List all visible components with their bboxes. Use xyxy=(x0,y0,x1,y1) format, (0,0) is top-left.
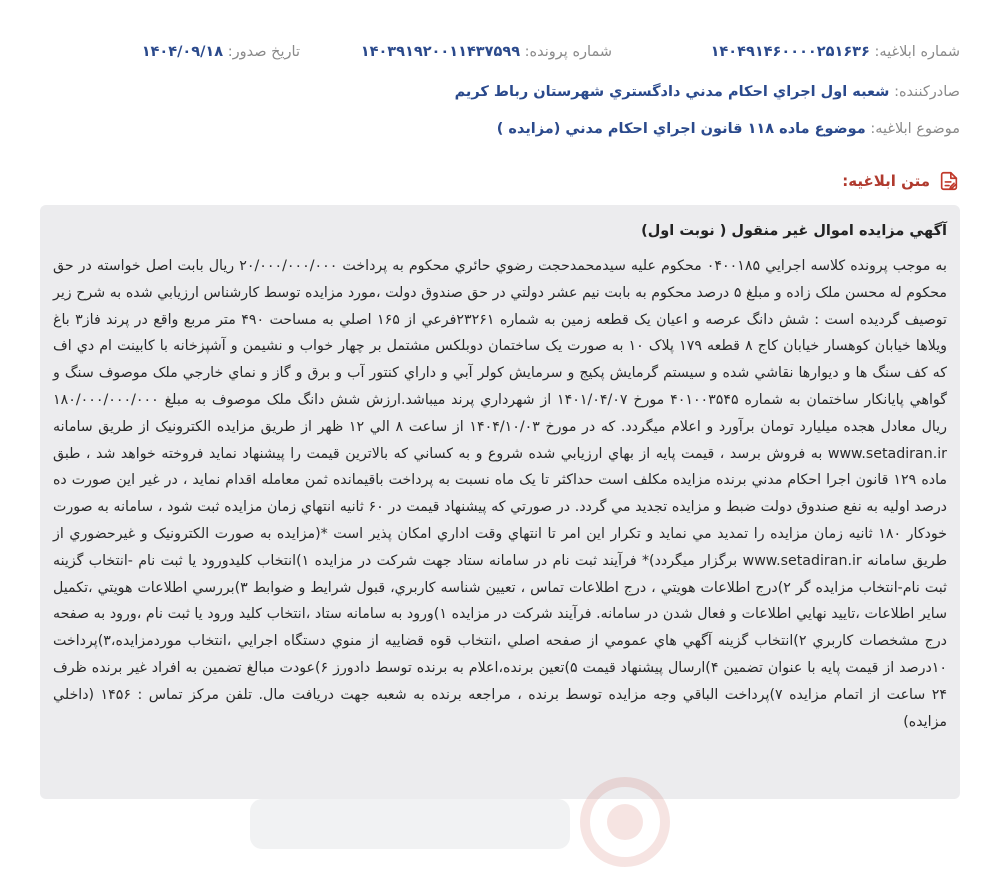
issue-date-value: ۱۴۰۴/۰۹/۱۸ xyxy=(141,44,224,60)
content-title: آگهي مزايده اموال غير منقول ( نوبت اول) xyxy=(641,223,947,239)
meta-row xyxy=(40,44,960,68)
subject-value: موضوع ماده ۱۱۸ قانون اجراي احکام مدني (مزايده ) xyxy=(496,121,866,137)
document-edit-icon xyxy=(938,170,960,192)
issuer-line xyxy=(455,84,960,100)
issuer-label: صادرکننده: xyxy=(894,84,960,100)
issuer-value: شعبه اول اجراي احکام مدني دادگستري شهرستان رباط کريم xyxy=(454,84,890,100)
notice-number-label: شماره ابلاغيه: xyxy=(874,44,960,60)
issue-date-label: تاريخ صدور: xyxy=(227,44,300,60)
subject-label: موضوع ابلاغيه: xyxy=(870,121,960,137)
notice-text-heading xyxy=(842,170,960,192)
case-number-label: شماره پرونده: xyxy=(524,44,612,60)
case-number-value: ۱۴۰۳۹۱۹۲۰۰۱۱۴۳۷۵۹۹ xyxy=(360,44,521,60)
issue-date xyxy=(142,44,300,60)
notice-number xyxy=(711,44,960,60)
notice-text-heading-label: متن ابلاغيه: xyxy=(842,172,930,190)
notice-content-box xyxy=(40,205,960,799)
notice-number-value: ۱۴۰۴۹۱۴۶۰۰۰۰۲۵۱۶۳۶ xyxy=(710,44,870,60)
subject-line xyxy=(497,121,960,137)
case-number xyxy=(361,44,612,60)
content-body: به موجب پرونده کلاسه اجرايي ۰۴۰۰۱۸۵ محکوم عليه سيدمحمدحجت رضوي حائري محکوم به پرداخت ۲۰/۰۰۰/۰۰۰/۰۰۰ ريال بابت اصل خواسته در حق محکوم له محسن ملک زاده و مبلغ ۵ درصد محکوم به بابت نيم عشر دولتي در حق صندوق دولت ،مورد مزايده توسط کارشناس ارزيابي شده به شرح زير توصيف گرديده است : شش دانگ عرصه و اعيان يک قطعه زمين به شماره ۲۳۲۶۱فرعي از ۱۶۵ اصلي به مساحت ۴۹۰ متر مربع واقع در پرند فاز۳ باغ ويلاها خيابان کوهسار خيابان کاج ۸ قطعه ۱۷۹ پلاک ۱۰ به صورت يک ساختمان دوبلکس مشتمل بر چهار خواب و نشيمن و آشپزخانه با کابينت ام دي اف که کف سنگ ها و ديوارها نقاشي شده و سيستم گرمايش پکيج و سرمايش کولر آبي و داراي کنتور آب و برق و گاز و نماي خارجي ملک موصوف سنگ و گواهي پايانکار ساختمان به شماره ۴۰۱۰۰۳۵۴۵ مورخ ۱۴۰۱/۰۴/۰۷ از شهرداري پرند ميباشد.ارزش شش دانگ ملک موصوف به مبلغ ۱۸۰/۰۰۰/۰۰۰/۰۰۰ ريال معادل هجده ميليارد تومان برآورد و اعلام ميگردد. که در مورخ ۱۴۰۴/۱۰/۰۳ از ساعت ۸ الي ۱۲ ظهر از طريق مزايده الکترونيک از طريق سامانه www.setadiran.ir به فروش برسد ، قيمت پايه از بهاي ارزيابي شده شروع و به کساني که بالاترين قيمت را پيشنهاد نمايد فروخته خواهد شد ، طبق ماده ۱۲۹ قانون اجرا احکام مدني برنده مزايده مکلف است حداکثر تا يک ماه نسبت به پرداخت باقيمانده ثمن معامله اقدام نمايد ، در غير اين صورت ده درصد اوليه به نفع صندوق دولت ضبط و مزايده تجديد مي گردد. در صورتي که پيشنهاد قيمت در ۶۰ ثانيه انتهاي زمان مزايده ثبت شود ، سامانه به صورت خودکار ۱۸۰ ثانيه زمان مزايده را تمديد مي نمايد و تکرار اين امر تا انتهاي وقت اداري امکان پذير است *(مزايده به صورت الکترونيک و غيرحضوري از طريق سامانه www.setadiran.ir برگزار ميگردد)* فرآيند ثبت نام در سامانه ستاد جهت شرکت در مزايده ۱)انتخاب کليدورود يا ثبت نام -انتخاب گزينه ثبت نام-انتخاب مزايده گر ۲)درج اطلاعات هويتي ، درج اطلاعات تماس ، تعيين شناسه کاربري، قبول شرايط و ضوابط ۳)بررسي اطلاعات هويتي ،تکميل ساير اطلاعات ،تاييد نهايي اطلاعات و فعال شدن در سامانه. فرآيند شرکت در مزايده ۱)ورود به سامانه ستاد ،انتخاب کليد ورود يا ثبت نام ،ورود به صفحه درج مشخصات کاربري ۲)انتخاب گزينه آگهي هاي عمومي از صفحه اصلي ،انتخاب قوه قضاييه از منوي دستگاه اجرايي ،انتخاب موردمزايده،۳)پرداخت ۱۰درصد از قيمت پايه با عنوان تضمين ۴)ارسال پيشنهاد قيمت ۵)تعين برنده،اعلام به برنده توسط دادورز ۶)عودت مبالغ تضمين به افراد غير برنده ظرف ۲۴ ساعت از اتمام مزايده ۷)پرداخت الباقي وجه مزايده توسط برنده ، مراجعه برنده به شعبه جهت دريافت مال. تلفن مرکز تماس : ۱۴۵۶ (داخلي مزايده) xyxy=(53,258,948,730)
